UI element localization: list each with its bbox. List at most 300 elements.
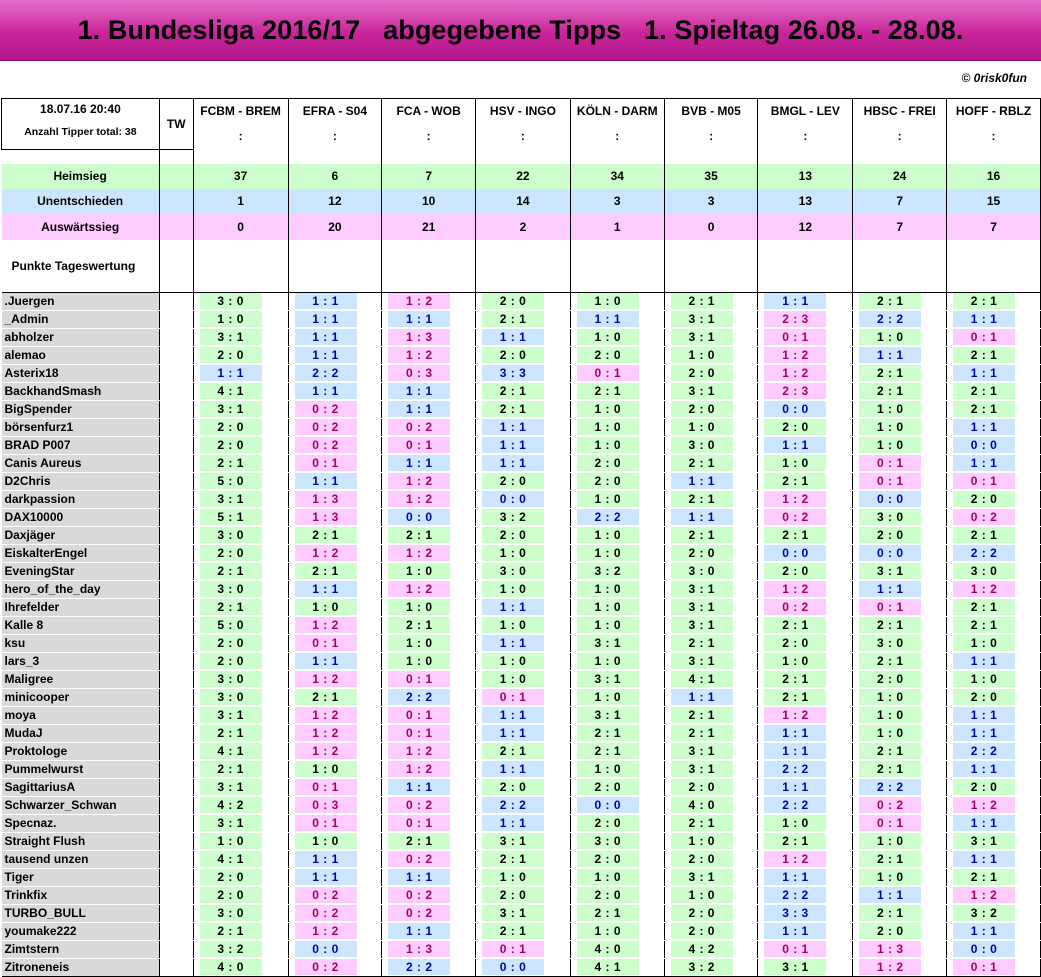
tip-score: 2 : 1 bbox=[764, 671, 826, 687]
tip-cell bbox=[288, 904, 382, 922]
tip-cell bbox=[758, 562, 853, 580]
tip-score: 2 : 0 bbox=[671, 545, 733, 561]
tip-score: 0 : 1 bbox=[859, 599, 921, 615]
tip-cell bbox=[853, 850, 947, 868]
tip-score: 2 : 0 bbox=[482, 527, 544, 543]
tip-score: 4 : 1 bbox=[200, 851, 262, 867]
tip-score: 3 : 0 bbox=[953, 563, 1015, 579]
tip-score: 2 : 1 bbox=[577, 743, 639, 759]
tip-score: 1 : 1 bbox=[764, 743, 826, 759]
tipper-row bbox=[2, 742, 1041, 760]
tip-score: 2 : 1 bbox=[859, 383, 921, 399]
tip-score: 1 : 1 bbox=[388, 455, 450, 471]
points-cell bbox=[758, 240, 853, 293]
tip-cell bbox=[570, 418, 664, 436]
tip-score: 3 : 1 bbox=[577, 671, 639, 687]
tip-score: 1 : 1 bbox=[200, 365, 262, 381]
tip-score: 2 : 0 bbox=[482, 779, 544, 795]
tip-cell bbox=[288, 958, 382, 976]
tip-score: 1 : 1 bbox=[388, 401, 450, 417]
spacer-cell bbox=[2, 149, 160, 164]
tipper-row bbox=[2, 508, 1041, 526]
tip-score: 0 : 2 bbox=[295, 905, 357, 921]
tip-score: 1 : 0 bbox=[577, 653, 639, 669]
tip-score: 2 : 1 bbox=[953, 869, 1015, 885]
tip-score: 0 : 2 bbox=[295, 419, 357, 435]
tip-score: 2 : 1 bbox=[859, 761, 921, 777]
tip-cell bbox=[664, 814, 758, 832]
points-cell bbox=[947, 240, 1041, 293]
tip-score: 3 : 1 bbox=[482, 905, 544, 921]
tip-score: 1 : 0 bbox=[577, 545, 639, 561]
tipper-tw-cell bbox=[159, 544, 193, 562]
tip-score: 1 : 2 bbox=[388, 473, 450, 489]
tip-cell bbox=[382, 922, 476, 940]
tip-cell bbox=[570, 328, 664, 346]
tip-cell bbox=[664, 940, 758, 958]
tip-cell bbox=[476, 508, 571, 526]
tip-score: 3 : 0 bbox=[859, 635, 921, 651]
tip-score: 1 : 0 bbox=[482, 617, 544, 633]
tip-cell bbox=[664, 850, 758, 868]
tip-cell bbox=[476, 868, 571, 886]
tipper-row bbox=[2, 310, 1041, 328]
tip-cell bbox=[570, 652, 664, 670]
tip-cell bbox=[853, 778, 947, 796]
away-tw-cell bbox=[159, 214, 193, 240]
tip-cell bbox=[382, 490, 476, 508]
tipper-name: minicooper bbox=[2, 688, 160, 706]
tip-cell bbox=[758, 580, 853, 598]
tip-cell bbox=[947, 400, 1041, 418]
tip-score: 3 : 1 bbox=[671, 869, 733, 885]
tip-cell bbox=[664, 616, 758, 634]
tip-score: 1 : 0 bbox=[859, 437, 921, 453]
tips-table bbox=[1, 98, 1041, 977]
tip-cell bbox=[288, 436, 382, 454]
tip-score: 2 : 0 bbox=[482, 347, 544, 363]
tip-score: 2 : 1 bbox=[953, 383, 1015, 399]
tip-score: 1 : 1 bbox=[859, 581, 921, 597]
tip-score: 2 : 1 bbox=[482, 851, 544, 867]
tip-score: 2 : 1 bbox=[200, 455, 262, 471]
tip-cell bbox=[853, 706, 947, 724]
tip-cell bbox=[853, 688, 947, 706]
tip-cell bbox=[476, 850, 571, 868]
tip-score: 0 : 2 bbox=[295, 437, 357, 453]
tip-score: 1 : 2 bbox=[953, 887, 1015, 903]
tip-cell bbox=[664, 922, 758, 940]
tip-cell bbox=[664, 724, 758, 742]
tip-cell bbox=[193, 436, 288, 454]
tipper-tw-cell bbox=[159, 904, 193, 922]
tipper-tw-cell bbox=[159, 868, 193, 886]
tip-score: 3 : 1 bbox=[859, 563, 921, 579]
tip-score: 2 : 1 bbox=[577, 725, 639, 741]
tip-score: 2 : 1 bbox=[200, 599, 262, 615]
tip-score: 1 : 2 bbox=[764, 365, 826, 381]
tip-score: 1 : 2 bbox=[764, 347, 826, 363]
tip-score: 1 : 1 bbox=[764, 725, 826, 741]
game-header: HSV - INGO bbox=[476, 99, 571, 123]
tip-cell bbox=[947, 436, 1041, 454]
tip-score: 1 : 0 bbox=[859, 419, 921, 435]
tipper-row bbox=[2, 454, 1041, 472]
tip-score: 1 : 0 bbox=[859, 707, 921, 723]
tip-cell bbox=[288, 832, 382, 850]
tip-score: 1 : 2 bbox=[295, 671, 357, 687]
tip-score: 3 : 1 bbox=[577, 707, 639, 723]
tipper-tw-cell bbox=[159, 382, 193, 400]
tipper-tw-cell bbox=[159, 742, 193, 760]
tip-cell bbox=[664, 418, 758, 436]
tipper-row bbox=[2, 652, 1041, 670]
tip-score: 0 : 1 bbox=[764, 941, 826, 957]
tip-score: 2 : 1 bbox=[953, 347, 1015, 363]
tip-cell bbox=[193, 940, 288, 958]
tip-cell bbox=[476, 418, 571, 436]
tip-score: 1 : 0 bbox=[577, 689, 639, 705]
tip-cell bbox=[947, 292, 1041, 310]
tip-cell bbox=[947, 346, 1041, 364]
tip-score: 1 : 0 bbox=[295, 599, 357, 615]
tip-score: 1 : 1 bbox=[388, 383, 450, 399]
tip-score: 1 : 1 bbox=[295, 581, 357, 597]
tip-score: 2 : 2 bbox=[388, 689, 450, 705]
game-result-cell: : bbox=[947, 122, 1041, 149]
tip-cell bbox=[476, 364, 571, 382]
tip-cell bbox=[288, 418, 382, 436]
tip-cell bbox=[947, 544, 1041, 562]
tip-score: 2 : 2 bbox=[953, 743, 1015, 759]
tipper-tw-cell bbox=[159, 922, 193, 940]
tip-cell bbox=[758, 742, 853, 760]
tip-cell bbox=[288, 922, 382, 940]
tip-score: 0 : 0 bbox=[388, 509, 450, 525]
tip-cell bbox=[288, 868, 382, 886]
tip-cell bbox=[288, 724, 382, 742]
tip-cell bbox=[382, 526, 476, 544]
tip-cell bbox=[853, 346, 947, 364]
tip-score: 2 : 2 bbox=[577, 509, 639, 525]
tip-score: 2 : 1 bbox=[295, 527, 357, 543]
tip-score: 1 : 1 bbox=[295, 329, 357, 345]
tip-cell bbox=[947, 616, 1041, 634]
tip-score: 3 : 2 bbox=[482, 509, 544, 525]
tipper-tw-cell bbox=[159, 940, 193, 958]
tipper-row bbox=[2, 436, 1041, 454]
tip-cell bbox=[758, 670, 853, 688]
tip-cell bbox=[193, 724, 288, 742]
tip-score: 1 : 1 bbox=[388, 869, 450, 885]
tip-score: 2 : 0 bbox=[200, 545, 262, 561]
tip-score: 1 : 0 bbox=[482, 653, 544, 669]
tip-score: 2 : 0 bbox=[200, 347, 262, 363]
tip-cell bbox=[382, 688, 476, 706]
points-cell bbox=[664, 240, 758, 293]
tip-score: 2 : 1 bbox=[388, 617, 450, 633]
tip-score: 2 : 1 bbox=[953, 293, 1015, 309]
tip-score: 1 : 1 bbox=[482, 455, 544, 471]
tip-score: 2 : 1 bbox=[388, 833, 450, 849]
tip-score: 0 : 3 bbox=[388, 365, 450, 381]
tip-score: 0 : 1 bbox=[388, 815, 450, 831]
tipper-row bbox=[2, 634, 1041, 652]
tip-cell bbox=[193, 364, 288, 382]
tip-cell bbox=[193, 328, 288, 346]
tip-score: 3 : 1 bbox=[577, 635, 639, 651]
tip-cell bbox=[664, 742, 758, 760]
home-count: 37 bbox=[193, 164, 288, 189]
tip-cell bbox=[853, 292, 947, 310]
tip-score: 1 : 2 bbox=[295, 617, 357, 633]
tip-score: 0 : 0 bbox=[764, 545, 826, 561]
tip-score: 0 : 1 bbox=[295, 815, 357, 831]
away-count: 2 bbox=[476, 214, 571, 240]
tip-cell bbox=[664, 400, 758, 418]
tip-score: 0 : 0 bbox=[953, 941, 1015, 957]
tipper-row bbox=[2, 940, 1041, 958]
tip-cell bbox=[570, 472, 664, 490]
tip-score: 3 : 1 bbox=[200, 401, 262, 417]
game-header: FCA - WOB bbox=[382, 99, 476, 123]
away-count: 7 bbox=[853, 214, 947, 240]
tip-cell bbox=[288, 526, 382, 544]
tip-cell bbox=[758, 868, 853, 886]
tip-cell bbox=[476, 922, 571, 940]
draw-count: 3 bbox=[570, 189, 664, 214]
tip-score: 0 : 1 bbox=[482, 941, 544, 957]
tipper-name: MudaJ bbox=[2, 724, 160, 742]
tip-score: 2 : 0 bbox=[577, 851, 639, 867]
tw-header: TW bbox=[159, 99, 193, 150]
tipper-name: EveningStar bbox=[2, 562, 160, 580]
home-tw-cell bbox=[159, 164, 193, 189]
tipper-name: Straight Flush bbox=[2, 832, 160, 850]
tipper-tw-cell bbox=[159, 526, 193, 544]
tipper-row bbox=[2, 472, 1041, 490]
tip-cell bbox=[382, 850, 476, 868]
tip-score: 1 : 0 bbox=[388, 635, 450, 651]
tip-score: 0 : 1 bbox=[577, 365, 639, 381]
tip-score: 1 : 1 bbox=[482, 707, 544, 723]
tip-cell bbox=[664, 832, 758, 850]
tip-score: 1 : 0 bbox=[577, 599, 639, 615]
home-win-row bbox=[2, 164, 1041, 189]
tip-score: 0 : 1 bbox=[953, 473, 1015, 489]
tip-cell bbox=[664, 886, 758, 904]
draw-count: 10 bbox=[382, 189, 476, 214]
tip-cell bbox=[193, 544, 288, 562]
tip-cell bbox=[853, 760, 947, 778]
tipper-tw-cell bbox=[159, 850, 193, 868]
tip-cell bbox=[664, 670, 758, 688]
draw-tw-cell bbox=[159, 189, 193, 214]
tip-cell bbox=[476, 544, 571, 562]
tip-score: 3 : 0 bbox=[859, 509, 921, 525]
tip-score: 2 : 1 bbox=[764, 689, 826, 705]
tip-score: 1 : 1 bbox=[953, 419, 1015, 435]
tip-score: 1 : 0 bbox=[482, 671, 544, 687]
tip-cell bbox=[947, 742, 1041, 760]
tip-cell bbox=[570, 508, 664, 526]
tip-score: 3 : 1 bbox=[671, 311, 733, 327]
tip-score: 2 : 1 bbox=[482, 383, 544, 399]
tip-score: 1 : 1 bbox=[671, 689, 733, 705]
tipper-tw-cell bbox=[159, 814, 193, 832]
tip-score: 2 : 2 bbox=[764, 797, 826, 813]
tip-score: 0 : 1 bbox=[388, 437, 450, 453]
tip-score: 1 : 1 bbox=[953, 707, 1015, 723]
tip-cell bbox=[382, 418, 476, 436]
tip-cell bbox=[947, 832, 1041, 850]
tip-cell bbox=[758, 634, 853, 652]
tip-score: 3 : 1 bbox=[200, 329, 262, 345]
tip-cell bbox=[947, 814, 1041, 832]
tip-cell bbox=[570, 688, 664, 706]
tip-score: 1 : 0 bbox=[671, 347, 733, 363]
tipper-name: D2Chris bbox=[2, 472, 160, 490]
tip-cell bbox=[664, 454, 758, 472]
tipper-tw-cell bbox=[159, 562, 193, 580]
tip-cell bbox=[947, 670, 1041, 688]
away-count: 1 bbox=[570, 214, 664, 240]
tip-score: 0 : 2 bbox=[388, 851, 450, 867]
tip-cell bbox=[570, 922, 664, 940]
date-label: 18.07.16 20:40 bbox=[40, 102, 121, 116]
tip-score: 0 : 3 bbox=[295, 797, 357, 813]
tip-score: 2 : 1 bbox=[200, 761, 262, 777]
tip-score: 4 : 0 bbox=[671, 797, 733, 813]
tipper-name: Zitroneneis bbox=[2, 958, 160, 976]
tip-cell bbox=[853, 832, 947, 850]
tip-cell bbox=[570, 886, 664, 904]
tip-cell bbox=[758, 886, 853, 904]
tip-score: 2 : 1 bbox=[295, 563, 357, 579]
tip-cell bbox=[758, 544, 853, 562]
tipper-row bbox=[2, 724, 1041, 742]
game-header: KÖLN - DARM bbox=[570, 99, 664, 123]
draw-count: 3 bbox=[664, 189, 758, 214]
game-result-cell: : bbox=[853, 122, 947, 149]
tip-score: 1 : 1 bbox=[295, 869, 357, 885]
tipper-name: tausend unzen bbox=[2, 850, 160, 868]
tip-score: 1 : 2 bbox=[388, 581, 450, 597]
tip-score: 1 : 1 bbox=[953, 365, 1015, 381]
tip-cell bbox=[947, 760, 1041, 778]
tipper-name: BRAD P007 bbox=[2, 436, 160, 454]
tipper-row bbox=[2, 850, 1041, 868]
tipper-row bbox=[2, 418, 1041, 436]
tipper-row bbox=[2, 796, 1041, 814]
tip-cell bbox=[382, 634, 476, 652]
away-count: 7 bbox=[947, 214, 1041, 240]
tip-score: 3 : 1 bbox=[671, 329, 733, 345]
tip-score: 1 : 0 bbox=[671, 887, 733, 903]
points-label: Punkte Tageswertung bbox=[11, 258, 136, 273]
tip-cell bbox=[664, 346, 758, 364]
tip-cell bbox=[947, 850, 1041, 868]
tip-cell bbox=[947, 634, 1041, 652]
tip-cell bbox=[664, 868, 758, 886]
tip-score: 0 : 1 bbox=[953, 329, 1015, 345]
home-count: 16 bbox=[947, 164, 1041, 189]
tip-score: 0 : 1 bbox=[859, 455, 921, 471]
tip-score: 1 : 0 bbox=[482, 545, 544, 561]
tipper-row bbox=[2, 922, 1041, 940]
tipper-row bbox=[2, 544, 1041, 562]
tipper-row bbox=[2, 292, 1041, 310]
tip-score: 2 : 0 bbox=[200, 437, 262, 453]
tip-cell bbox=[570, 562, 664, 580]
tip-cell bbox=[193, 418, 288, 436]
tip-score: 1 : 3 bbox=[388, 941, 450, 957]
draw-count: 12 bbox=[288, 189, 382, 214]
tip-score: 2 : 1 bbox=[295, 689, 357, 705]
tip-cell bbox=[853, 310, 947, 328]
tip-cell bbox=[476, 634, 571, 652]
tip-score: 2 : 1 bbox=[859, 293, 921, 309]
title-banner bbox=[0, 0, 1041, 61]
tip-cell bbox=[947, 706, 1041, 724]
away-win-label: Auswärtssieg bbox=[2, 214, 160, 240]
tip-score: 3 : 1 bbox=[200, 707, 262, 723]
tip-cell bbox=[853, 922, 947, 940]
tip-score: 1 : 0 bbox=[859, 689, 921, 705]
tipper-tw-cell bbox=[159, 652, 193, 670]
tipper-tw-cell bbox=[159, 400, 193, 418]
game-result-cell: : bbox=[664, 122, 758, 149]
tip-cell bbox=[570, 796, 664, 814]
tip-score: 2 : 0 bbox=[953, 491, 1015, 507]
tip-score: 1 : 1 bbox=[953, 725, 1015, 741]
tip-score: 0 : 0 bbox=[482, 491, 544, 507]
tip-score: 1 : 2 bbox=[764, 491, 826, 507]
tip-cell bbox=[758, 292, 853, 310]
tip-cell bbox=[288, 742, 382, 760]
draw-row bbox=[2, 189, 1041, 214]
tipper-name: Ihrefelder bbox=[2, 598, 160, 616]
tip-score: 0 : 1 bbox=[953, 959, 1015, 975]
tip-cell bbox=[476, 742, 571, 760]
tip-score: 2 : 1 bbox=[859, 365, 921, 381]
tip-cell bbox=[193, 562, 288, 580]
tip-cell bbox=[570, 760, 664, 778]
tip-cell bbox=[853, 670, 947, 688]
tip-score: 5 : 0 bbox=[200, 473, 262, 489]
tip-cell bbox=[758, 598, 853, 616]
draw-count: 14 bbox=[476, 189, 571, 214]
tip-cell bbox=[664, 292, 758, 310]
tipper-name: youmake222 bbox=[2, 922, 160, 940]
draw-count: 13 bbox=[758, 189, 853, 214]
tip-score: 1 : 1 bbox=[482, 437, 544, 453]
tipper-name: Tiger bbox=[2, 868, 160, 886]
tip-score: 2 : 1 bbox=[764, 617, 826, 633]
tip-cell bbox=[947, 364, 1041, 382]
tip-cell bbox=[758, 778, 853, 796]
tip-score: 2 : 0 bbox=[671, 905, 733, 921]
points-cell bbox=[288, 240, 382, 293]
tip-score: 1 : 1 bbox=[859, 347, 921, 363]
tip-cell bbox=[853, 868, 947, 886]
tip-score: 3 : 2 bbox=[953, 905, 1015, 921]
tip-cell bbox=[570, 364, 664, 382]
tip-score: 3 : 0 bbox=[200, 689, 262, 705]
tip-cell bbox=[193, 814, 288, 832]
tip-cell bbox=[664, 904, 758, 922]
points-tw-cell bbox=[159, 240, 193, 293]
